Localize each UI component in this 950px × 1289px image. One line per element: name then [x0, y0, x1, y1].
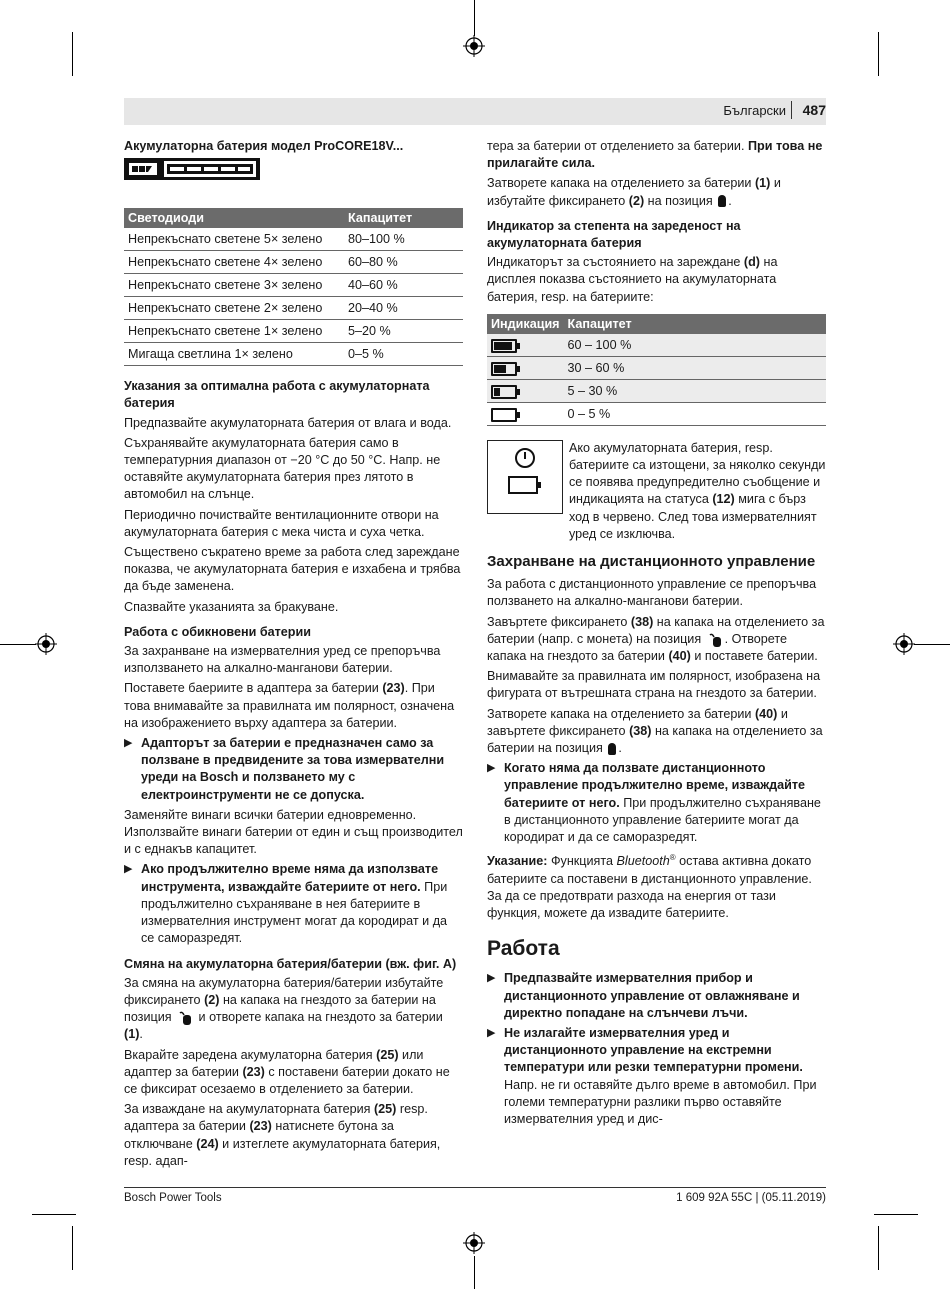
- reference-number: (d): [743, 255, 761, 270]
- text-run: Не излагайте измервателния уред и дистанционното управление на екстремни температури или резки температурни промени.: [504, 1025, 803, 1075]
- text-run: .: [139, 1027, 143, 1042]
- text-run: resp. адаптера за батерии: [124, 1102, 428, 1134]
- text-run: на капака на отделението за батерии на позиция: [487, 723, 823, 756]
- reference-number: (1): [124, 1027, 140, 1042]
- table-row: [124, 228, 463, 251]
- text-run: на позиция: [644, 193, 717, 208]
- bullet-text: [504, 970, 826, 1022]
- right-column: [487, 138, 826, 1131]
- note-label: Указание:: [487, 854, 548, 869]
- text-run: Ако продължително време няма да използвате инструмента, изваждайте батериите от него.: [141, 862, 439, 894]
- paragraph: [124, 680, 463, 732]
- lock-position-icon: [608, 743, 616, 755]
- table-row: [487, 334, 826, 357]
- crop-mark: [474, 0, 475, 36]
- bullet-text: [504, 1025, 826, 1128]
- table-cell: 0–5 %: [344, 343, 463, 366]
- bullet-item: [487, 760, 826, 846]
- paragraph: Съхранявайте акумулаторната батерия само в температурния диапазон от −20 °C до 50 °C. Напр. не оставяйте акумулаторната батерия през лятото в автомобил на слънце.: [124, 435, 441, 502]
- table-cell: Непрекъснато светене 5× зелено: [124, 228, 344, 251]
- reference-number: (23): [382, 681, 405, 696]
- text-run: и завъртете фиксирането: [487, 706, 788, 738]
- section-heading: Захранване на дистанционното управление: [487, 553, 816, 571]
- bullet-text: [141, 861, 463, 947]
- text-run: тера за батерии от отделението за батерии.: [487, 139, 748, 153]
- table-header: Капацитет: [564, 314, 826, 334]
- battery-empty-icon: [487, 402, 564, 425]
- reference-number: (23): [242, 1064, 265, 1079]
- text-run: Затворете капака на отделението за батерии: [487, 706, 755, 721]
- table-row: [124, 297, 463, 320]
- section-heading: Индикатор за степента на зареденост на акумулаторната батерия: [487, 218, 741, 251]
- crop-mark: [874, 1214, 918, 1215]
- text-run: Ако акумулаторната батерия, resp. батериите са изтощени, за няколко секунди се появява предупредително съобщение и индикацията на статуса: [569, 440, 826, 507]
- table-cell: 60 – 100 %: [564, 334, 826, 357]
- table-header: Индикация: [487, 314, 564, 334]
- section-heading: Работа с обикновени батерии: [124, 624, 311, 639]
- paragraph: [124, 1047, 463, 1099]
- table-cell: 60–80 %: [344, 251, 463, 274]
- registration-mark-icon: [463, 1232, 485, 1254]
- section-heading: Указания за оптимална работа с акумулаторната батерия: [124, 379, 430, 411]
- table-cell: Непрекъснато светене 4× зелено: [124, 251, 344, 274]
- paragraph: За работа с дистанционното управление се препоръчва ползването на алкално-манганови батерии.: [487, 577, 817, 609]
- text-run: Адапторът за батерии е предназначен само за ползване в предвидените за това измервателни уреди на Bosch и ползването му с електроинструменти не се допуска.: [141, 736, 445, 802]
- bullet-text: [141, 735, 463, 804]
- text-run: При това не прилагайте сила.: [487, 139, 823, 171]
- text-run: Функцията: [547, 854, 617, 869]
- table-cell: 5–20 %: [344, 320, 463, 343]
- table-cell: 40–60 %: [344, 274, 463, 297]
- table-row: [487, 356, 826, 379]
- text-run: . Отворете капака на гнездото за батерии: [487, 631, 788, 664]
- paragraph: [487, 706, 826, 758]
- unlock-position-icon: [708, 633, 722, 647]
- crop-mark: [72, 32, 73, 76]
- paragraph: Съществено съкратено време за работа след зареждане показва, че акумулаторната батерия е изхабена и трябва да бъде заменена.: [124, 545, 461, 594]
- text-run: Когато няма да ползвате дистанционното управление продължително време, изваждайте батериите от него.: [504, 761, 806, 810]
- reference-number: (24): [196, 1136, 219, 1151]
- table-row: [124, 343, 463, 366]
- footer-right: 1 609 92A 55C | (05.11.2019): [676, 1192, 826, 1204]
- bullet-item: [124, 861, 463, 947]
- header-language: Български: [723, 103, 786, 118]
- model-title: Акумулаторна батерия модел ProCORE18V...: [124, 139, 404, 153]
- text-run: За изваждане на акумулаторната батерия: [124, 1102, 374, 1117]
- paragraph: Периодично почиствайте вентилационните отвори на акумулаторната батерия с мека чиста и суха четка.: [124, 507, 439, 539]
- reference-number: (38): [629, 723, 652, 738]
- registration-mark-icon: [35, 633, 57, 655]
- reference-number: (40): [668, 649, 691, 664]
- footer-left: Bosch Power Tools: [124, 1192, 222, 1204]
- page-header: [124, 98, 826, 125]
- reference-number: (23): [249, 1119, 272, 1134]
- table-row: [487, 402, 826, 425]
- battery-two-thirds-icon: [487, 356, 564, 379]
- triangle-right-icon: ▶: [487, 762, 496, 775]
- battery-one-third-icon: [487, 379, 564, 402]
- crop-mark: [0, 644, 36, 645]
- header-separator: [791, 101, 792, 119]
- registered-mark: ®: [669, 853, 676, 863]
- text-run: .: [728, 193, 732, 208]
- triangle-right-icon: ▶: [124, 863, 133, 876]
- reference-number: (25): [376, 1047, 399, 1062]
- power-battery-warning-icon: [487, 440, 563, 514]
- table-cell: Непрекъснато светене 3× зелено: [124, 274, 344, 297]
- reference-number: (38): [630, 614, 654, 629]
- warning-text: [569, 440, 826, 543]
- paragraph: Заменяйте винаги всички батерии едновременно. Използвайте винаги батерии от един и същ производител и с еднакъв капацитет.: [124, 807, 463, 857]
- table-row: [487, 379, 826, 402]
- text-run: Завъртете фиксирането: [487, 614, 631, 629]
- text-run: Вкарайте заредена акумулаторна батерия: [124, 1047, 377, 1062]
- table-cell: 0 – 5 %: [564, 402, 826, 425]
- table-header: Капацитет: [344, 208, 463, 228]
- text-run: При продължително съхраняване в нея батериите в измервателния инструмент могат да кородират и да се саморазредят.: [141, 879, 448, 946]
- text-run: За смяна на акумулаторна батерия/батерии избутайте фиксирането: [124, 975, 444, 1007]
- paragraph: За захранване на измервателния уред се препоръчва използването на алкално-манганови батерии.: [124, 644, 441, 676]
- text-run: или адаптер за батерии: [124, 1047, 424, 1079]
- triangle-right-icon: ▶: [487, 972, 496, 985]
- reference-number: (40): [754, 706, 778, 721]
- page-number: 487: [802, 102, 826, 118]
- note-paragraph: [487, 849, 826, 922]
- reference-number: (1): [754, 176, 771, 191]
- text-run: и отворете капака на гнездото за батерии: [195, 1010, 443, 1025]
- chapter-heading: Работа: [487, 937, 560, 961]
- paragraph: [124, 975, 463, 1044]
- led-capacity-table: [124, 208, 463, 366]
- text-run: на капака на гнездото за батерии на позиция: [124, 992, 436, 1025]
- crop-mark: [914, 644, 950, 645]
- text-run: с поставени батерии докато не се фиксират осезаемо в отделението за батерии.: [124, 1064, 450, 1096]
- table-header: Светодиоди: [124, 208, 344, 228]
- reference-number: (12): [712, 492, 735, 507]
- text-run: остава активна докато батериите са поставени в дистанционното управление. За да се предотврати разхода на енергия от тази функция, можете да извадите батериите.: [487, 854, 812, 921]
- table-row: [124, 251, 463, 274]
- paragraph: Спазвайте указанията за бракуване.: [124, 599, 339, 614]
- page-footer: [124, 1187, 826, 1204]
- text-run: Предпазвайте измервателния прибор и дистанционното управление от овлажняване и директно попадане на слънчеви лъчи.: [504, 971, 800, 1020]
- text-run: натиснете бутона за отключване: [124, 1119, 394, 1151]
- reference-number: (2): [204, 992, 220, 1007]
- table-row: [124, 320, 463, 343]
- crop-mark: [878, 32, 879, 76]
- triangle-right-icon: ▶: [124, 737, 133, 750]
- charge-indicator-table: [487, 314, 826, 426]
- paragraph: [124, 1101, 463, 1170]
- battery-warning-box: [487, 440, 826, 543]
- text-run: Напр. не ги оставяйте дълго време в автомобил. При големи температурни разлики първо оставяйте измервателния уред и дис-: [504, 1077, 817, 1126]
- bullet-item: [487, 970, 826, 1022]
- table-cell: Непрекъснато светене 2× зелено: [124, 297, 344, 320]
- table-cell: 80–100 %: [344, 228, 463, 251]
- reference-number: (2): [628, 193, 645, 208]
- table-cell: 20–40 %: [344, 297, 463, 320]
- crop-mark: [72, 1226, 73, 1270]
- text-run: Поставете бaериите в адаптера за батерии: [124, 681, 383, 696]
- bullet-item: [487, 1025, 826, 1128]
- left-column: [124, 138, 463, 1173]
- text-run: на дисплея показва състоянието на акумулаторната батерия, resp. на батериите:: [487, 255, 778, 304]
- paragraph: Предпазвайте акумулаторната батерия от влага и вода.: [124, 415, 452, 430]
- text-run: и изтеглете акумулаторната батерия, resp. адап-: [124, 1136, 441, 1168]
- registration-mark-icon: [463, 35, 485, 57]
- paragraph: [487, 254, 826, 306]
- lock-position-icon: [718, 195, 726, 207]
- section-heading: Смяна на акумулаторна батерия/батерии (вж. фиг. A): [124, 956, 457, 971]
- table-cell: Мигаща светлина 1× зелено: [124, 343, 344, 366]
- text-run: и поставете батерии.: [690, 649, 818, 664]
- text-run: Индикаторът за състоянието на зареждане: [487, 255, 744, 270]
- paragraph: [487, 614, 826, 666]
- triangle-right-icon: ▶: [487, 1026, 496, 1039]
- text-run: и избутайте фиксирането: [487, 176, 781, 208]
- paragraph: [487, 175, 826, 209]
- led-battery-icon: [124, 158, 260, 180]
- text-run: Затворете капака на отделението за батерии: [487, 176, 755, 191]
- text-run: на капака на отделението за батерии (напр. с монета) на позиция: [487, 614, 825, 646]
- reference-number: (25): [373, 1102, 397, 1117]
- text-run: .: [618, 741, 622, 756]
- table-cell: 5 – 30 %: [564, 379, 826, 402]
- text-run: При продължително съхраняване в дистанционното управление батериите могат да кородират и да се саморазредят.: [504, 795, 821, 845]
- text-run: мига с бърз ход в червено. След това измервателният уред се изключва.: [569, 492, 817, 541]
- table-row: [124, 274, 463, 297]
- text-run: . При това внимавайте за правилната им полярност, означена на изображението върху адаптера за батерии.: [124, 681, 455, 730]
- battery-full-icon: [487, 334, 564, 357]
- crop-mark: [32, 1214, 76, 1215]
- unlock-position-icon: [178, 1011, 192, 1025]
- paragraph: Внимавайте за правилната им полярност, изобразена на фигурата от вътрешната страна на гнездото за батерии.: [487, 669, 821, 701]
- crop-mark: [878, 1226, 879, 1270]
- registration-mark-icon: [893, 633, 915, 655]
- bullet-item: [124, 735, 463, 804]
- bullet-text: [504, 760, 826, 846]
- brand-name: Bluetooth: [616, 854, 670, 869]
- crop-mark: [474, 1256, 475, 1289]
- table-cell: 30 – 60 %: [564, 356, 826, 379]
- table-cell: Непрекъснато светене 1× зелено: [124, 320, 344, 343]
- paragraph: [487, 138, 826, 172]
